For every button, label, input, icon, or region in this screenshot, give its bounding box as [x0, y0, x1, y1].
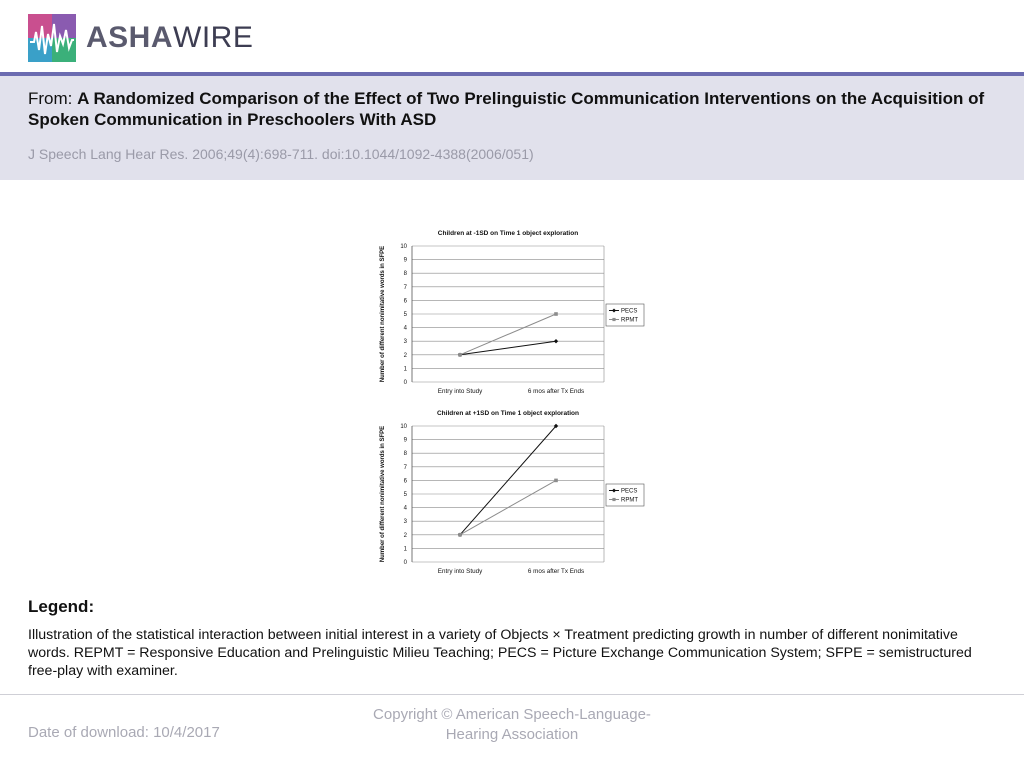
- logo-asha-text: ASHA: [86, 21, 174, 54]
- y-tick-label: 3: [403, 519, 407, 526]
- figure-svg: [370, 226, 650, 586]
- y-tick-label: 10: [400, 244, 407, 250]
- logo-wire-text: WIRE: [173, 21, 254, 54]
- y-tick-label: 5: [403, 492, 407, 498]
- y-tick-label: 0: [403, 380, 407, 386]
- legend-label-rpmt: RPMT: [621, 497, 638, 504]
- legend-label-pecs: PECS: [621, 308, 638, 315]
- y-tick-label: 4: [403, 505, 407, 512]
- data-point-rpmt: [554, 312, 558, 316]
- legend-marker-rpmt: [612, 498, 615, 501]
- x-tick-label: 6 mos after Tx Ends: [527, 388, 585, 395]
- article-title-block: [28, 88, 988, 130]
- chart-panel-2: [380, 410, 644, 575]
- chart-title: Children at +1SD on Time 1 object exploration: [436, 410, 580, 417]
- chart-panel-1: [380, 230, 644, 395]
- data-point-rpmt: [554, 479, 558, 483]
- y-tick-label: 4: [403, 325, 407, 332]
- series-line-pecs: [460, 341, 556, 355]
- x-tick-label: 6 mos after Tx Ends: [527, 568, 585, 575]
- download-date: Date of download: 10/4/2017: [28, 724, 220, 741]
- from-label: From:: [28, 89, 73, 108]
- y-tick-label: 2: [403, 532, 407, 539]
- copyright: Copyright © American Speech-Language-Hearing Association: [373, 706, 651, 743]
- y-tick-label: 9: [403, 437, 407, 444]
- y-tick-label: 8: [403, 451, 407, 458]
- legend-title: Legend:: [28, 597, 95, 616]
- y-tick-label: 10: [400, 424, 407, 430]
- y-tick-label: 2: [403, 352, 407, 359]
- footer-divider: [0, 694, 1024, 695]
- y-axis-label: Number of different nonimitative words in SFPE: [380, 245, 386, 383]
- y-tick-label: 6: [403, 478, 407, 485]
- legend-marker-rpmt: [612, 318, 615, 321]
- y-tick-label: 6: [403, 298, 407, 305]
- y-tick-label: 3: [403, 339, 407, 346]
- y-tick-label: 5: [403, 312, 407, 318]
- y-tick-label: 0: [403, 560, 407, 566]
- series-line-rpmt: [460, 314, 556, 355]
- y-tick-label: 7: [403, 284, 407, 291]
- legend-label-rpmt: RPMT: [621, 317, 638, 324]
- y-tick-label: 1: [403, 546, 407, 553]
- y-axis-label: Number of different nonimitative words in SFPE: [380, 425, 386, 563]
- data-point-rpmt: [458, 353, 462, 357]
- logo-wordmark: [86, 21, 253, 55]
- data-point-pecs: [554, 339, 558, 343]
- ashawire-logo[interactable]: [28, 14, 253, 62]
- figure: [370, 226, 650, 586]
- data-point-rpmt: [458, 533, 462, 537]
- article-header: [0, 76, 1024, 180]
- x-tick-label: Entry into Study: [437, 568, 483, 575]
- y-tick-label: 8: [403, 271, 407, 278]
- x-tick-label: Entry into Study: [437, 388, 483, 395]
- legend-text: Illustration of the statistical interaction between initial interest in a variety of Objects × Treatment predicting growth in number of different nonimitative words. REPMT = Responsive Education and Prelinguistic Milieu Teaching; PECS = Picture Exchange Communication System; SFPE = semistructured free-play with examiner.: [28, 627, 972, 679]
- chart-title: Children at -1SD on Time 1 object exploration: [437, 230, 579, 237]
- legend-label-pecs: PECS: [621, 488, 638, 495]
- top-bar: [0, 0, 1024, 72]
- y-tick-label: 9: [403, 257, 407, 264]
- citation: J Speech Lang Hear Res. 2006;49(4):698-711. doi:10.1044/1092-4388(2006/051): [28, 146, 534, 162]
- y-tick-label: 1: [403, 366, 407, 373]
- asha-logo-icon: [28, 14, 76, 62]
- y-tick-label: 7: [403, 464, 407, 471]
- article-title[interactable]: A Randomized Comparison of the Effect of Two Prelinguistic Communication Interventions on the Acquisition of Spoken Communication in Preschoolers With ASD: [28, 89, 985, 129]
